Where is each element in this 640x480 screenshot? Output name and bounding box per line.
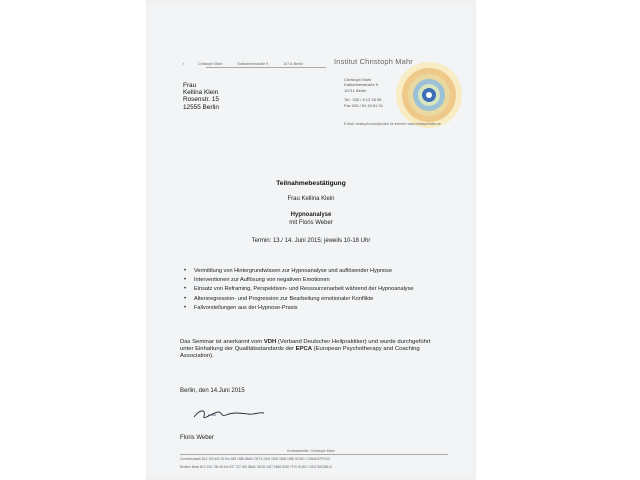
letterhead-tel: Tel.: 030 / 8 13 28 96 xyxy=(344,97,382,103)
vdh-abbrev: VDH xyxy=(263,339,277,345)
list-item: • Interventionen zur Auflösung von negativen Emotionen xyxy=(184,277,454,284)
sender-name: Christoph Mahr xyxy=(198,62,223,66)
letterhead-email: E-Mail: christoph.mahr@online.de Internet: www.christophmahr.de xyxy=(344,122,441,126)
participant-name: Frau Kellina Klein xyxy=(287,196,335,202)
footer-line-3: Berliner Bank BLZ 100 708 48 Kto 037 737 000 IBAN: DE06 1007 0848 0039 7370 00 BIC: DEUTDEDB110 xyxy=(180,465,332,469)
sender-mark-icon: ✧ xyxy=(182,62,186,66)
institute-logo-icon xyxy=(394,60,464,130)
letterhead-street: Katharinenstraße 9 xyxy=(344,82,379,88)
letterhead-fax: Fax 030 / 81 49 81 01 xyxy=(344,102,383,108)
recipient-city: 12555 Berlin xyxy=(183,103,219,111)
list-item: • Altersregression- und Progression zur Bearbeitung emotionaler Konflikte xyxy=(184,296,454,303)
letterhead-contact xyxy=(344,77,383,108)
place-date: Berlin, den 14.Juni 2015 xyxy=(180,388,245,394)
institute-title: Institut Christoph Mahr xyxy=(334,57,413,66)
recognition-text-3: (European Psychotherapy and Coaching Association). xyxy=(180,346,420,360)
sender-underline xyxy=(206,67,326,68)
document-page xyxy=(146,0,476,480)
footer-line-1: Kreissekretär: Christoph Mahr xyxy=(287,449,335,453)
footer-divider xyxy=(180,454,448,455)
recognition-paragraph xyxy=(180,339,444,361)
sender-city: 10711 Berlin xyxy=(283,62,304,66)
list-item: • Fallvorstellungen aus der Hypnose-Praxis xyxy=(184,305,454,312)
recipient-salutation: Frau xyxy=(183,82,197,89)
footer-line-2: Commerzbank BLZ 100 400 00 Kto 655 1980 IBAN: DE73 1004 0000 0655 1980 00 BIC: COBADEFFXXX xyxy=(180,457,331,461)
letterhead-name: Christoph Mahr xyxy=(344,77,372,82)
list-item: • Vermittlung von Hintergrundwissen zur Hypnoanalyse und auflösender Hypnose xyxy=(184,268,454,275)
recognition-text-2: (Verband Deutscher Heilpraktiker) und wurde durchgeführt unter Einhaltung der Qualitätsstandards der xyxy=(180,339,431,353)
recognition-text-1: Das Seminar ist anerkannt vom xyxy=(180,339,264,345)
certificate-heading: Teilnahmebestätigung xyxy=(276,180,346,187)
signature-icon xyxy=(190,403,270,423)
list-item: • Einsatz von Reframing, Perspektiven- und Ressourcenarbeit während der Hypnoanalyse xyxy=(184,286,454,293)
recipient-street: Rosenstr. 15 xyxy=(183,96,219,104)
course-trainer: mit Floris Weber xyxy=(289,220,333,226)
sender-street: Katharinenstraße 9 xyxy=(237,62,269,66)
topic-list xyxy=(184,268,454,314)
letterhead-city: 10711 Berlin xyxy=(344,87,367,93)
signatory-name: Floris Weber xyxy=(180,435,214,441)
recipient-name: Kellina Klein xyxy=(183,89,219,97)
course-title: Hypnoanalyse xyxy=(290,212,332,218)
sender-line xyxy=(182,62,303,66)
epca-abbrev: EPCA xyxy=(295,346,312,353)
recipient-address xyxy=(183,82,219,111)
course-date: Termin: 13./ 14. Juni 2015; jeweils 10-18 Uhr xyxy=(251,238,371,244)
